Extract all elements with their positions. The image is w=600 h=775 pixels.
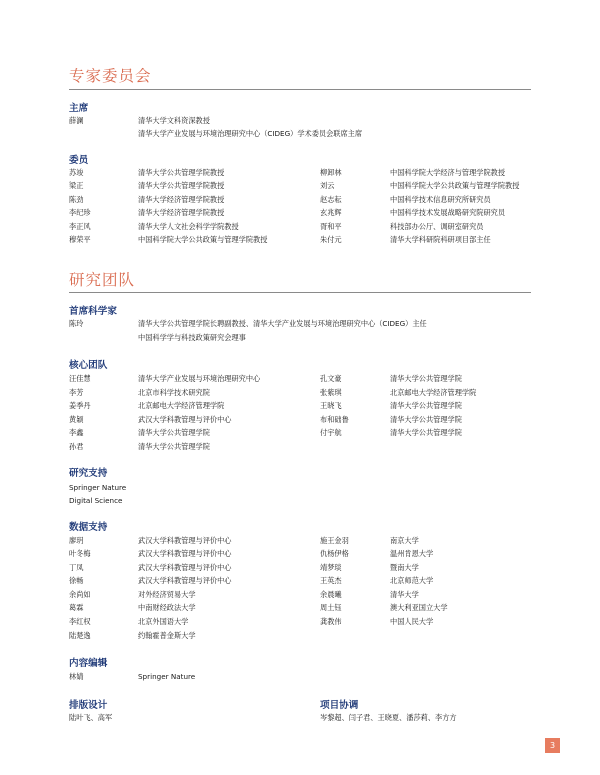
team-title: 研究团队: [69, 271, 136, 289]
data-title: 武汉大学科教管理与评价中心: [138, 576, 232, 585]
member-title: 中国科学技术发展战略研究院研究员: [390, 208, 506, 217]
core-name: 李芳: [69, 388, 84, 397]
core-heading: 核心团队: [69, 360, 108, 371]
data-title: 温州肯恩大学: [390, 549, 434, 558]
data-name: 丁凤: [69, 563, 84, 572]
member-title: 清华大学人文社会科学学院教授: [138, 222, 239, 231]
data-title: 武汉大学科教管理与评价中心: [138, 563, 232, 572]
chair-name: 薛澜: [69, 116, 84, 125]
member-title: 中国科学院大学公共政策与管理学院教授: [390, 181, 520, 190]
data-name: 葛霖: [69, 603, 84, 612]
data-title: 暨南大学: [390, 563, 419, 572]
core-name: 付宇航: [320, 428, 342, 437]
core-title: 清华大学产业发展与环境治理研究中心: [138, 374, 261, 383]
member-title: 清华大学经济管理学院教授: [138, 208, 225, 217]
member-title: 中国科学院大学经济与管理学院教授: [390, 168, 506, 177]
core-title: 清华大学公共管理学院: [138, 442, 210, 451]
core-name: 张紫琪: [320, 388, 342, 397]
member-name: 梁正: [69, 181, 84, 190]
data-name: 仇杨伊格: [320, 549, 349, 558]
data-name: 施王金羽: [320, 536, 349, 545]
core-name: 王晓飞: [320, 401, 342, 410]
data-name: 叶冬梅: [69, 549, 91, 558]
core-name: 孙君: [69, 442, 84, 451]
chief-line: 清华大学公共管理学院长聘副教授、清华大学产业发展与环境治理研究中心（CIDEG）主任: [138, 319, 427, 328]
member-name: 穆荣平: [69, 235, 91, 244]
team-divider: [69, 292, 531, 293]
member-title: 中国科学技术信息研究所研究员: [390, 195, 491, 204]
member-title: 清华大学公共管理学院教授: [138, 181, 225, 190]
member-name: 李纪珍: [69, 208, 91, 217]
coord-names: 岑黎超、闫子君、王晓夏、潘莎莉、李方方: [320, 713, 457, 722]
data-title: 北京师范大学: [390, 576, 434, 585]
core-title: 清华大学公共管理学院: [390, 374, 462, 383]
core-name: 姜季丹: [69, 401, 91, 410]
design-heading: 排版设计: [69, 700, 108, 711]
chief-name: 陈玲: [69, 319, 84, 328]
data-name: 王英杰: [320, 576, 342, 585]
data-name: 靖梦琰: [320, 563, 342, 572]
core-title: 北京市科学技术研究院: [138, 388, 210, 397]
chief-line: 中国科学学与科技政策研究会理事: [138, 333, 246, 342]
member-name: 苏竣: [69, 168, 84, 177]
member-name: 陈劲: [69, 195, 84, 204]
core-name: 孔文豪: [320, 374, 342, 383]
core-name: 布和础鲁: [320, 415, 349, 424]
data-title: 武汉大学科教管理与评价中心: [138, 536, 232, 545]
chair-heading: 主席: [69, 103, 89, 114]
data-title: 对外经济贸易大学: [138, 590, 196, 599]
chief-heading: 首席科学家: [69, 306, 117, 317]
member-name: 胥和平: [320, 222, 342, 231]
data-name: 周土钰: [320, 603, 342, 612]
data-name: 余晨曦: [320, 590, 342, 599]
core-title: 北京邮电大学经济管理学院: [390, 388, 477, 397]
data-title: 澳大利亚国立大学: [390, 603, 448, 612]
data-title: 约翰霍普金斯大学: [138, 631, 196, 640]
member-name: 柳卸林: [320, 168, 342, 177]
data-title: 北京外国语大学: [138, 617, 189, 626]
member-name: 李正风: [69, 222, 91, 231]
data-title: 武汉大学科教管理与评价中心: [138, 549, 232, 558]
edit-org: Springer Nature: [138, 672, 196, 681]
data-name: 廖玥: [69, 536, 84, 545]
data-name: 徐畅: [69, 576, 84, 585]
edit-heading: 内容编辑: [69, 658, 108, 669]
data-title: 南京大学: [390, 536, 419, 545]
members-heading: 委员: [69, 155, 89, 166]
chair-line: 清华大学文科资深教授: [138, 116, 210, 125]
page-number: 3: [545, 738, 560, 753]
chair-line: 清华大学产业发展与环境治理研究中心（CIDEG）学术委员会联席主席: [138, 129, 363, 138]
core-title: 武汉大学科教管理与评价中心: [138, 415, 232, 424]
data-name: 余尚如: [69, 590, 91, 599]
core-name: 李鑫: [69, 428, 84, 437]
member-name: 朱付元: [320, 235, 342, 244]
core-name: 汪佳慧: [69, 374, 91, 383]
coord-heading: 项目协调: [320, 700, 359, 711]
member-title: 清华大学科研院科研项目部主任: [390, 235, 491, 244]
member-title: 清华大学公共管理学院教授: [138, 168, 225, 177]
core-name: 黄颖: [69, 415, 84, 424]
data-title: 中国人民大学: [390, 617, 434, 626]
data-title: 清华大学: [390, 590, 419, 599]
member-title: 中国科学院大学公共政策与管理学院教授: [138, 235, 268, 244]
core-title: 清华大学公共管理学院: [390, 415, 462, 424]
core-title: 北京邮电大学经济管理学院: [138, 401, 225, 410]
research-org: Springer Nature: [69, 483, 127, 492]
data-name: 李红权: [69, 617, 91, 626]
committee-title: 专家委员会: [69, 67, 152, 85]
core-title: 清华大学公共管理学院: [390, 428, 462, 437]
research-org: Digital Science: [69, 496, 123, 505]
research-heading: 研究支持: [69, 468, 108, 479]
core-title: 清华大学公共管理学院: [390, 401, 462, 410]
data-title: 中南财经政法大学: [138, 603, 196, 612]
member-name: 刘云: [320, 181, 335, 190]
committee-divider: [69, 89, 531, 90]
data-heading: 数据支持: [69, 522, 108, 533]
member-title: 科技部办公厅、调研室研究员: [390, 222, 484, 231]
design-names: 陆叶飞、高军: [69, 713, 113, 722]
member-name: 赵志耘: [320, 195, 342, 204]
data-name: 陆楚逸: [69, 631, 91, 640]
member-title: 清华大学经济管理学院教授: [138, 195, 225, 204]
member-name: 玄兆辉: [320, 208, 342, 217]
core-title: 清华大学公共管理学院: [138, 428, 210, 437]
edit-name: 林婧: [69, 672, 84, 681]
data-name: 龚教伟: [320, 617, 342, 626]
